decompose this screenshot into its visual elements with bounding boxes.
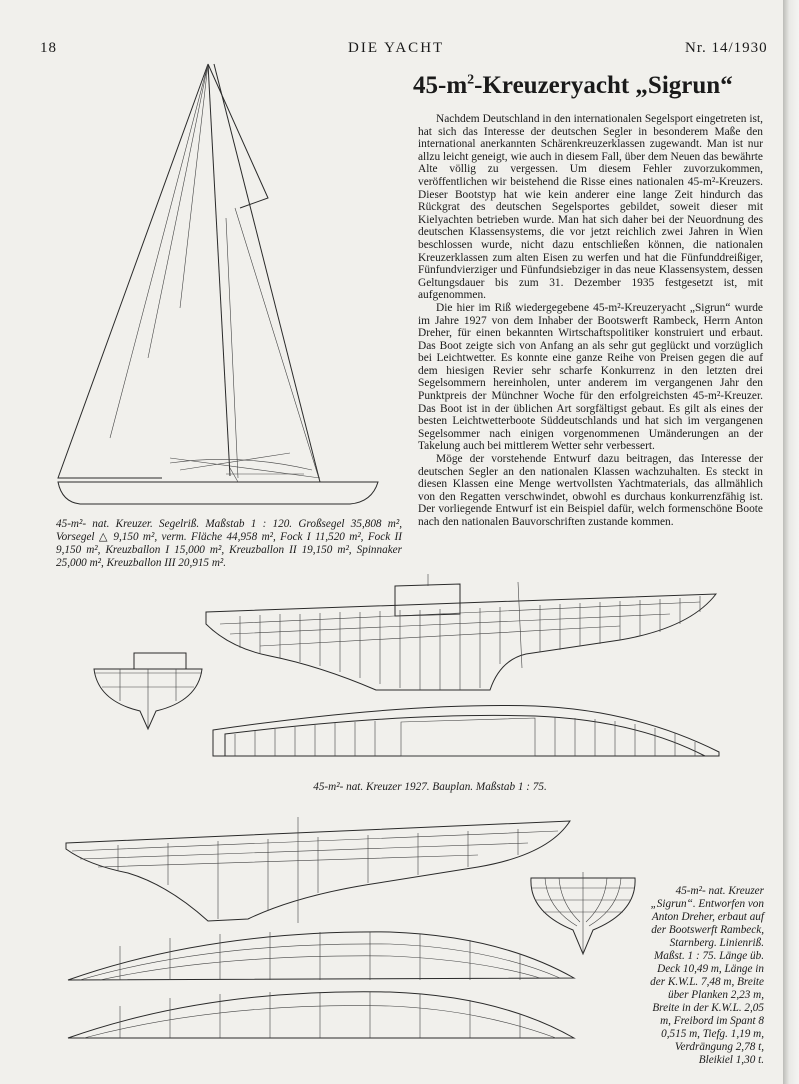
issue-number: Nr. 14/1930: [685, 40, 768, 56]
paragraph: Nachdem Deutschland in den internationalen Segelsport eingetreten ist, hat sich das Interesse der deutschen Segler in besonderem Maße den international anerkannten Schärenkreuzerklassen zugewandt. Man ist nur allzu leicht geneigt, wie auch in diesem Fall, über dem Neuen das bewährte Alte völlig zu vergessen. Um diesem Fehler zuvorzukommen, veröffentlichen wir beistehend die Risse eines nationalen 45-m²-Kreuzers. Dieser Bootstyp hat wie kein anderer eine lange Zeit hindurch das Rückgrat des deutschen Segelsportes gebildet, soweit dieser mit Kielyachten betrieben wurde. Man hat sich daher bei der Neuordnung des deutschen Klassensystems, die vor jetzt reichlich zwei Jahren in Wien beschlossen wurde, nicht dazu entschließen können, die nationalen Kreuzerklassen zum alten Eisen zu werfen und hat die Fünfunddreißiger, Fünfundvierziger und Fünfundsiebziger in das neue Klassensystem, dessen Geltungsdauer bis zum 31. Dezember 1935 festgesetzt ist, mit aufgenommen.: [418, 113, 763, 302]
magazine-title: DIE YACHT: [348, 40, 445, 56]
paragraph: Möge der vorstehende Entwurf dazu beitragen, das Interesse der deutschen Segler an den nationalen Klassen wachzuhalten. Es steckt in diesen Klassen eine Menge wertvollsten Yachtmaterials, das allmählich von den Regatten verschwindet, obwohl es durchaus konkurrenzfähig ist. Der vorliegende Entwurf ist ein Beispiel dafür, welch formenschöne Boote nach den nationalen Bauvorschriften zustande kommen.: [418, 453, 763, 528]
sail-plan-drawing: [50, 58, 390, 514]
construction-profile-drawing: [200, 568, 720, 700]
sail-plan-caption: 45-m²- nat. Kreuzer. Segelriß. Maßstab 1 : 120. Großsegel 35,808 m², Vorsegel △ 9,150 m², verm. Fläche 44,958 m², Fock I 11,520 m², Fock II 9,150 m², Kreuzballon I 15,000 m², Kreuzballon II 19,150 m², Spinnaker 25,000 m², Kreuzballon III 20,915 m².: [56, 518, 402, 569]
lines-plan-caption: 45-m²- nat. Kreuzer „Sigrun“. Entworfen von Anton Dreher, erbaut auf der Bootswerft Rambeck, Starnberg. Linienriß. Maßst. 1 : 75. Länge üb. Deck 10,49 m, Länge in der K.W.L. 7,48 m, Breite über Planken 2,23 m, Breite in der K.W.L. 2,05 m, Freibord im Spant 8 0,515 m, Tiefg. 1,19 m, Verdrängung 2,78 t, Bleikiel 1,30 t.: [650, 885, 764, 1066]
paragraph: Die hier im Riß wiedergegebene 45-m²-Kreuzeryacht „Sigrun“ wurde im Jahre 1927 von dem Inhaber der Bootswerft Rambeck, Herrn Anton Dreher, für einen bekannten Wirtschaftspolitiker konstruiert und erbaut. Das Boot zeigte sich von Anfang an als sehr gut geglückt und vorzüglich bei Leichtwetter. Es konnte eine ganze Reihe von Preisen gegen die auf dem hiesigen Revier sehr scharfe Konkurrenz in den letzten drei Segelsommern hereinholen, unter anderem im vergangenen Jahr den Punktpreis der Münchner Woche für den erfolgreichsten 45-m²-Kreuzer. Das Boot ist in der üblichen Art sorgfältigst gebaut. Es gilt als eines der besten Leichtwetterboote Süddeutschlands und hat sich im vergangenen Segelsommer nach einigen vorgenommenen Umänderungen an der Takelung auch bei mittlerem Wetter sehr verbessert.: [418, 301, 763, 453]
title-part-1: 45-m: [413, 72, 468, 99]
page-gutter-edge: [783, 0, 799, 1084]
page-number: 18: [40, 40, 57, 56]
construction-deck-drawing: [205, 702, 723, 762]
lines-profile-drawing: [58, 815, 578, 927]
article-title: [413, 72, 773, 100]
title-part-2: -Kreuzeryacht „Sigrun“: [474, 72, 733, 99]
title-superscript: 2: [467, 72, 475, 88]
lines-half-breadth-drawing: [60, 926, 580, 1046]
construction-plan-caption: 45-m²- nat. Kreuzer 1927. Bauplan. Maßstab 1 : 75.: [313, 781, 547, 793]
article-body: [418, 113, 763, 529]
construction-section-drawing: [90, 645, 206, 735]
